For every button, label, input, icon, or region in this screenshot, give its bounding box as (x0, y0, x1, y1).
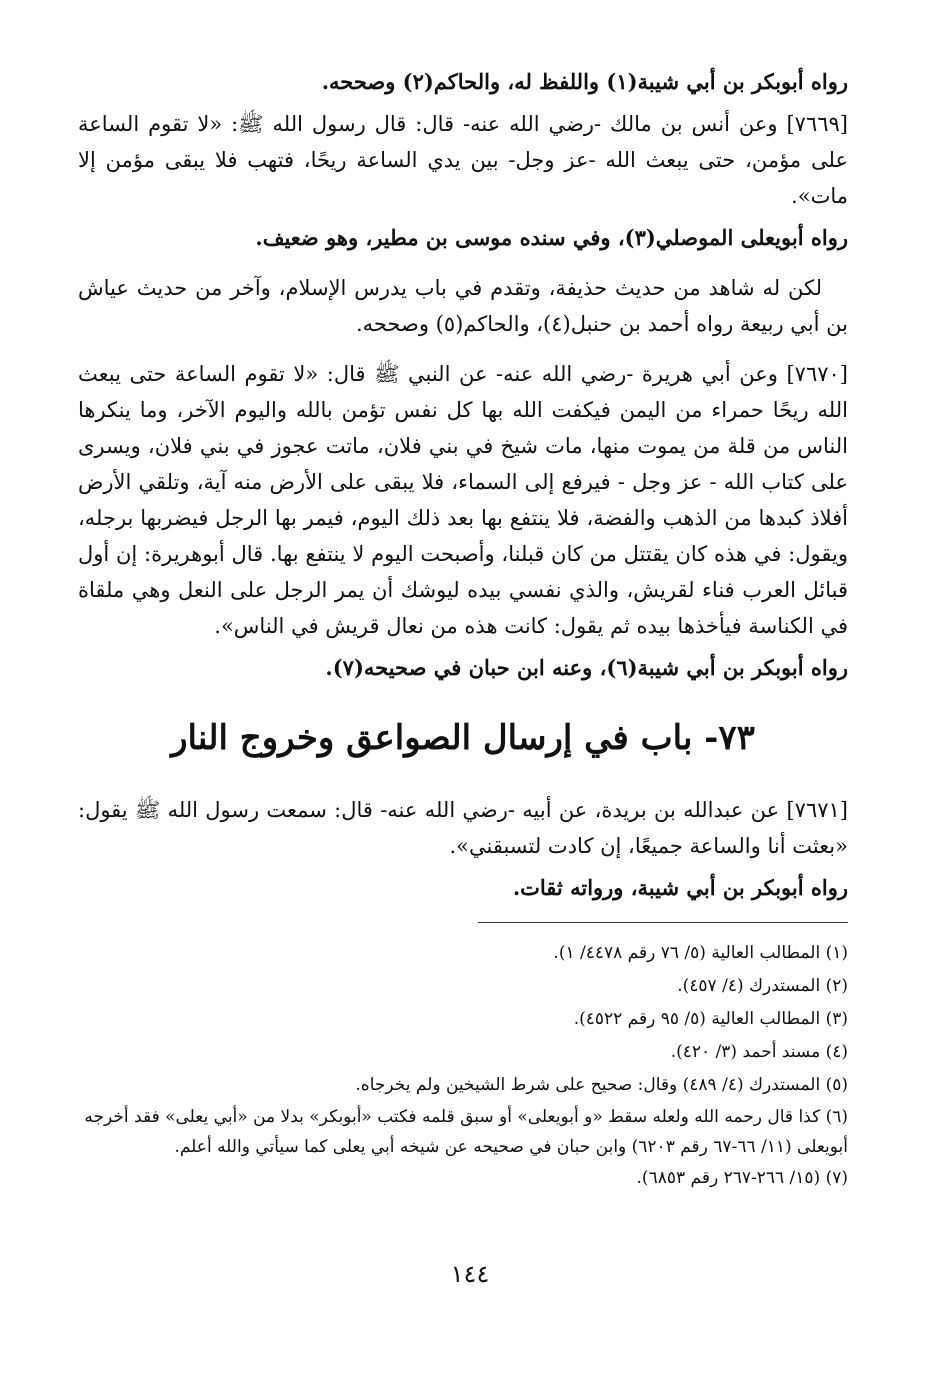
narration-source-4: رواه أبوبكر بن أبي شيبة، ورواته ثقات. (512, 875, 848, 900)
footnote-7: (٧) (١٥/ ٢٦٦-٢٦٧ رقم ٦٨٥٣). (636, 1168, 848, 1188)
supporting-note: لكن له شاهد من حديث حذيفة، وتقدم في باب يدرس الإسلام، وآخر من حديث عياش بن أبي ربيعة رواه أحمد بن حنبل(٤)، والحاكم(٥) وصححه. (78, 276, 848, 336)
narration-source-2: رواه أبويعلى الموصلي(٣)، وفي سنده موسى بن مطير، وهو ضعيف. (255, 225, 848, 250)
hadith-7671: [٧٦٧١] عن عبدالله بن بريدة، عن أبيه -رضي الله عنه- قال: سمعت رسول الله ﷺ يقول: «بعثت أنا والساعة جميعًا، إن كادت لتسبقني». (78, 798, 848, 858)
narration-source-3: رواه أبوبكر بن أبي شيبة(٦)، وعنه ابن حبان في صحيحه(٧). (325, 655, 848, 680)
footnotes (78, 937, 848, 1195)
chapter-title: ٧٣- باب في إرسال الصواعق وخروج النار (171, 718, 755, 758)
narration-source-1: رواه أبوبكر بن أبي شيبة(١) واللفظ له، والحاكم(٢) وصححه. (321, 69, 848, 94)
page-number: ١٤٤ (450, 1260, 490, 1288)
hadith-7669: [٧٦٦٩] وعن أنس بن مالك -رضي الله عنه- قال: قال رسول الله ﷺ: «لا تقوم الساعة على مؤمن، حتى يبعث الله -عز وجل- بين يدي الساعة ريحًا، فتهب فلا يبقى مؤمن إلا مات». (78, 112, 848, 208)
footnote-4: (٤) مسند أحمد (٣/ ٤٢٠). (670, 1042, 848, 1062)
footnote-5: (٥) المستدرك (٤/ ٤٨٩) وقال: صحيح على شرط الشيخين ولم يخرجاه. (355, 1075, 848, 1095)
footnote-separator (478, 922, 848, 923)
hadith-7670: [٧٦٧٠] وعن أبي هريرة -رضي الله عنه- عن النبي ﷺ قال: «لا تقوم الساعة حتى يبعث الله ريحًا حمراء من اليمن فيكفت الله بها كل نفس تؤمن بالله واليوم الآخر، وما ينكرها الناس من قلة من يموت منها، مات شيخ في بني فلان، ماتت عجوز في بني فلان، ويسرى على كتاب الله - عز وجل - فيرفع إلى السماء، فلا يبقى على الأرض منه آية، وتلقي الأرض أفلاذ كبدها من الذهب والفضة، فلا ينتفع بها بعد ذلك اليوم، فيمر بها الرجل فيضربها برجله، ويقول: في هذه كان يقتتل من كان قبلنا، وأصبحت اليوم لا ينتفع بها. قال أبوهريرة: إن أول قبائل العرب فناء لقريش، والذي نفسي بيده ليوشك أن يمر الرجل على النعل وهي ملقاة في الكناسة فيأخذها بيده ثم يقول: كانت هذه من نعال قريش في الناس». (78, 362, 848, 638)
footnote-2: (٢) المستدرك (٤/ ٤٥٧). (677, 976, 848, 996)
footnote-1: (١) المطالب العالية (٥/ ٧٦ رقم ٤٤٧٨/ ١). (553, 943, 848, 963)
footnote-6: (٦) كذا قال رحمه الله ولعله سقط «و أبويعلى» أو سبق قلمه فكتب «أبوبكر» بدلا من «أبي يعلى» فقد أخرجه أبويعلى (١١/ ٦٦-٦٧ رقم ٦٢٠٣) وابن حبان في صحيحه عن شيخه أبي يعلى كما سيأتي والله أعلم. (84, 1107, 848, 1157)
footnote-3: (٣) المطالب العالية (٥/ ٩٥ رقم ٤٥٢٢). (573, 1009, 848, 1029)
